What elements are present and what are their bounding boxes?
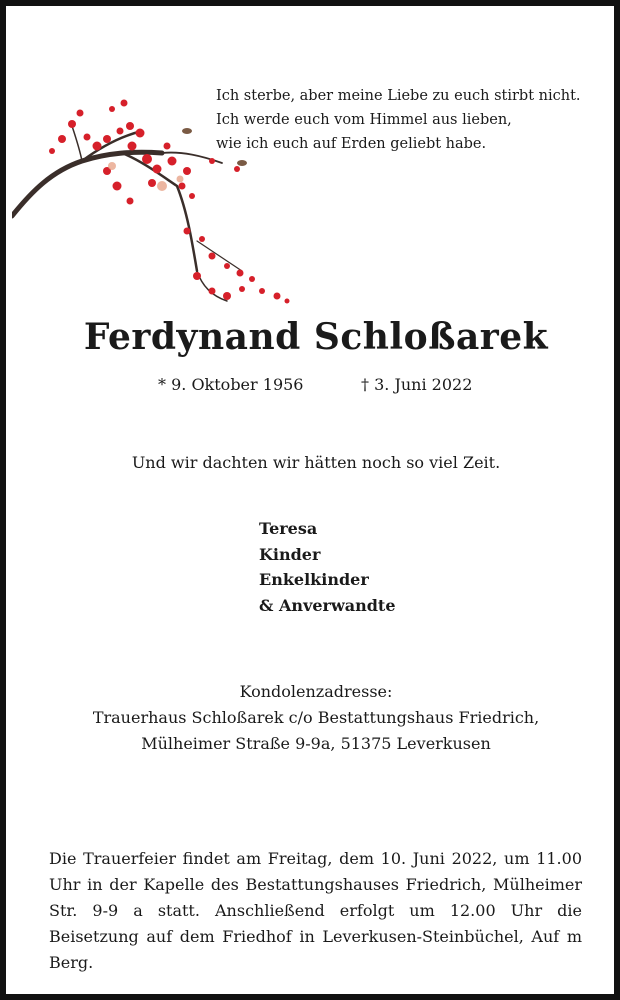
condolence-heading: Kondolenzadresse: (239, 682, 393, 701)
family-member: & Anverwandte (259, 595, 396, 615)
family-member: Teresa (259, 519, 318, 538)
funeral-notice-text: Die Trauerfeier findet am Freitag, dem 10. Juni 2022, um 11.00 Uhr in der Kapelle des Bestattungshauses Friedrich, Mülheimer Str. 9-9 a statt. Anschließend erfolgt um 12.00 Uhr die Beisetzung auf dem Friedhof in Leverkusen-Steinbüchel, Auf m Berg. (49, 849, 582, 972)
condolence-line: Trauerhaus Schloßarek c/o Bestattungshaus Friedrich, (92, 708, 540, 727)
birth-date: * 9. Oktober 1956 (158, 375, 304, 394)
condolence-line: Mülheimer Straße 9-9a, 51375 Leverkusen (141, 734, 491, 753)
death-date: † 3. Juni 2022 (361, 375, 473, 394)
deceased-name: Ferdynand Schloßarek (83, 316, 549, 358)
family-list (259, 516, 396, 618)
quote-line: wie ich euch auf Erden geliebt habe. (216, 136, 487, 152)
quote-line: Ich sterbe, aber meine Liebe zu euch stirbt nicht. (216, 88, 581, 104)
family-member: Enkelkinder (259, 570, 369, 589)
saying: Und wir dachten wir hätten noch so viel Zeit. (131, 453, 501, 472)
family-member: Kinder (259, 544, 321, 564)
quote-block (216, 84, 581, 156)
quote-line: Ich werde euch vom Himmel aus lieben, (216, 112, 512, 128)
condolence-address (6, 679, 620, 757)
